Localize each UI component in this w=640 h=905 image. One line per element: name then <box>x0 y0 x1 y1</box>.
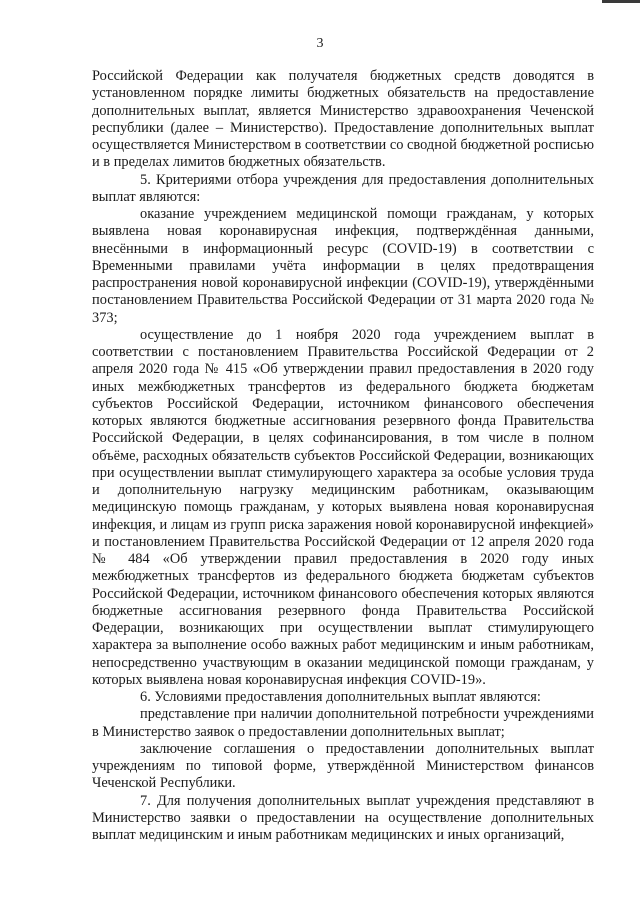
paragraph-3: оказание учреждением медицинской помощи гражданам, у которых выявлена новая коронавирусная инфекция, подтверждённая данными, внесёнными в информационный ресурс (COVID-19) в соответствии с Временными правилами учёта информации в целях предотвращения распространения новой коронавирусной инфекции (COVID-19), утверждёнными постановлением Правительства Российской Федерации от 31 марта 2020 года № 373; <box>92 206 594 326</box>
paragraph-5: 6. Условиями предоставления дополнительных выплат являются: <box>140 689 541 705</box>
paragraph-7: заключение соглашения о предоставлении дополнительных выплат учреждениям по типовой форме, утверждённой Министерством финансов Чеченской Республики. <box>92 740 594 792</box>
document-body <box>92 68 594 844</box>
paragraph-1: Российской Федерации как получателя бюджетных средств доводятся в установленном порядке лимиты бюджетных обязательств на предоставление дополнительных выплат, является Министерство здравоохранения Чеченской республики (далее – Министерство). Предоставление дополнительных выплат осуществляется Министерством в соответствии со сводной бюджетной росписью и в пределах лимитов бюджетных обязательств. <box>92 68 594 171</box>
paragraph-2: 5. Критериями отбора учреждения для предоставления дополнительных выплат являются: <box>92 171 594 205</box>
page-number: 3 <box>316 36 324 51</box>
paragraph-8: 7. Для получения дополнительных выплат учреждения представляют в Министерство заявки о предоставлении на осуществление дополнительных выплат медицинским и иным работникам медицинских и иных организаций, <box>92 792 594 843</box>
paragraph-6: представление при наличии дополнительной потребности учреждениями в Министерство заявок о предоставлении дополнительных выплат; <box>92 706 594 740</box>
paragraph-4: осуществление до 1 ноября 2020 года учреждением выплат в соответствии с постановлением Правительства Российской Федерации от 2 апреля 2020 года № 415 «Об утверждении правил предоставления в 2020 году иных межбюджетных трансфертов из федерального бюджета бюджетам субъектов Российской Федерации, источником финансового обеспечения которых являются бюджетные ассигнования резервного фонда Правительства Российской Федерации, в целях софинансирования, в том числе в полном объёме, расходных обязательств субъектов Российской Федерации, возникающих при осуществлении выплат стимулирующего характера за особые условия труда и дополнительную нагрузку медицинским работникам, оказывающим медицинскую помощь гражданам, у которых выявлена новая коронавирусная инфекция, и лицам из групп риска заражения новой коронавирусной инфекцией» и постановлением Правительства Российской Федерации от 12 апреля 2020 года № 484 «Об утверждении правил предоставления в 2020 году иных межбюджетных трансфертов из федерального бюджета бюджетам субъектов Российской Федерации, источником финансового обеспечения которых являются бюджетные ассигнования резервного фонда Правительства Российской Федерации, возникающих при осуществлении выплат стимулирующего характера за выполнение особо важных работ медицинским и иным работникам, непосредственно участвующим в оказании медицинской помощи гражданам, у которых выявлена новая коронавирусная инфекция COVID-19». <box>92 326 594 688</box>
scan-corner-mark <box>602 0 640 3</box>
